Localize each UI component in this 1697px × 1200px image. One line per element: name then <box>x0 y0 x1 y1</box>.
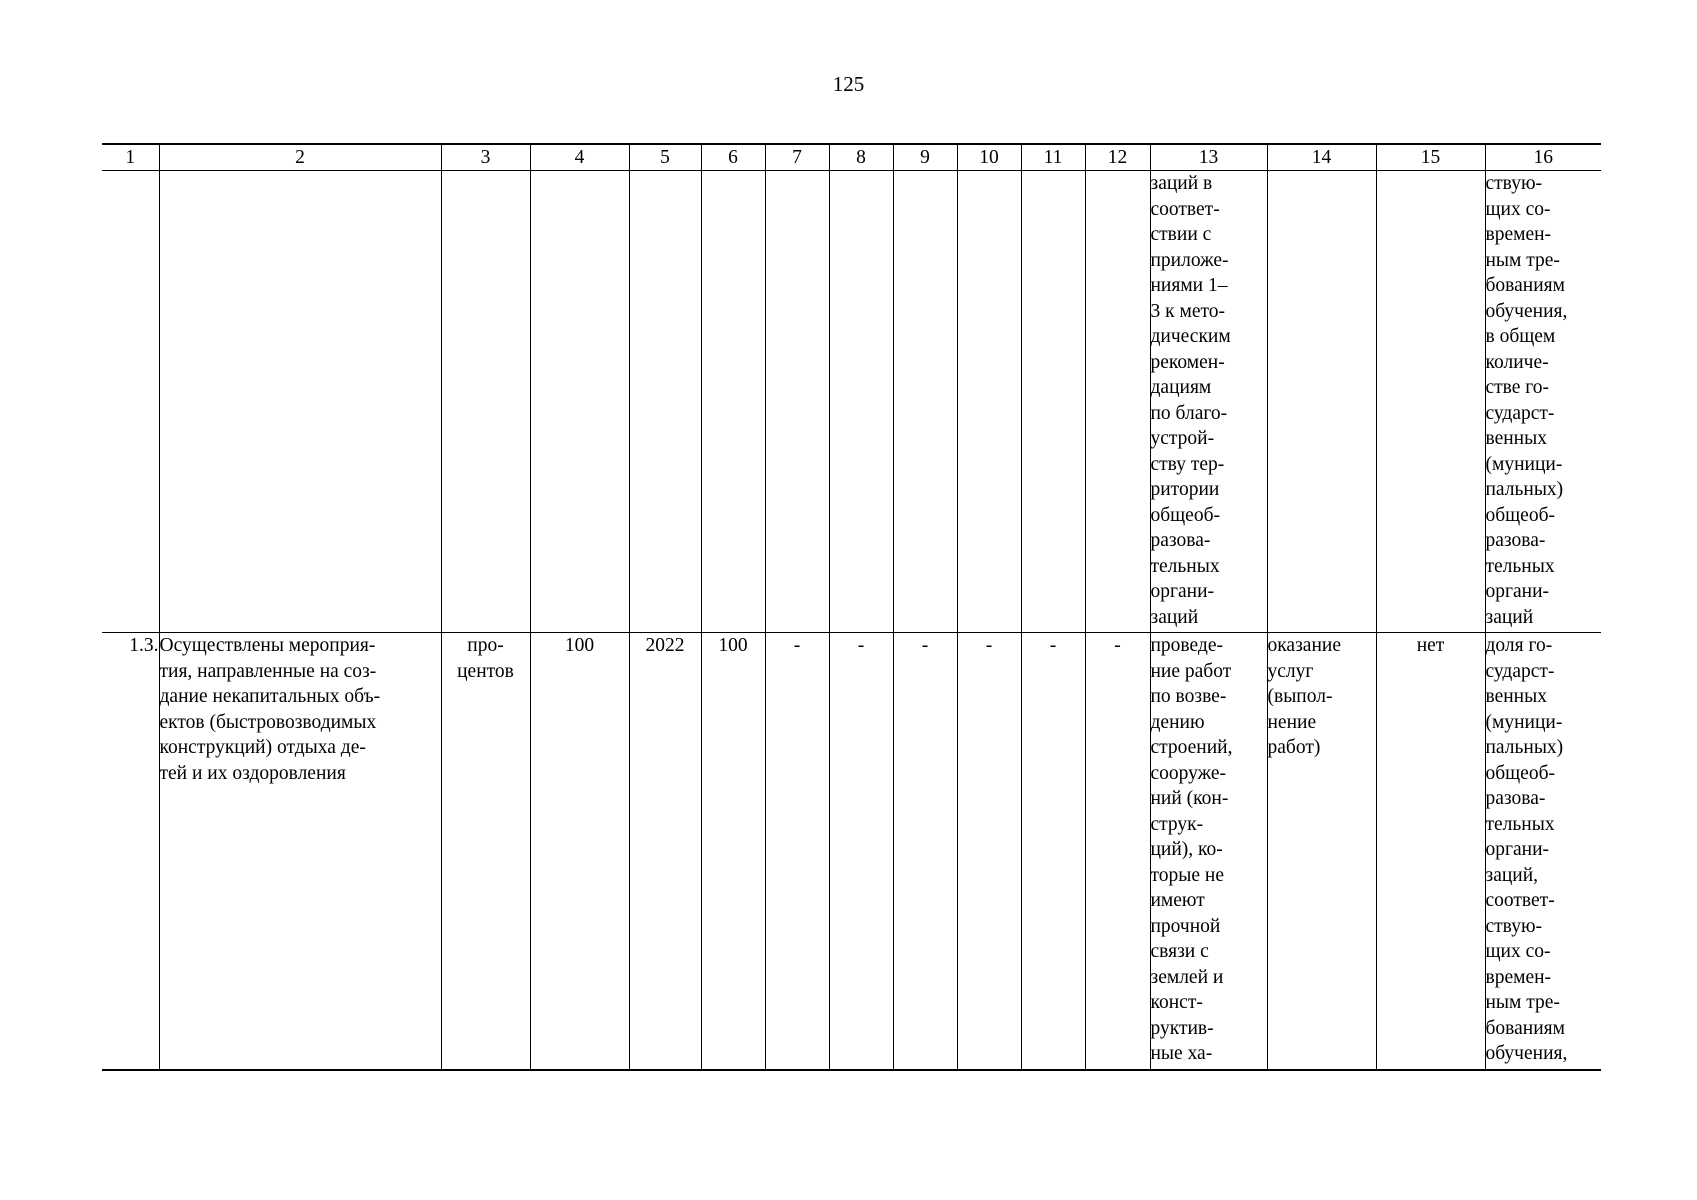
header-cell: 16 <box>1485 144 1601 171</box>
table-cell-col13: проведе- ние работ по возве- дению строений, сооруже- ний (кон- струк- ций), ко- торые не имеют прочной связи с землей и конст- руктив- ные ха- <box>1150 633 1267 1071</box>
header-cell: 12 <box>1085 144 1150 171</box>
header-cell: 13 <box>1150 144 1267 171</box>
header-cell: 6 <box>701 144 765 171</box>
measure-description: Осуществлены мероприя- тия, направленные на соз- дание некапитальных объ- ектов (быстровозводимых конструкций) отдыха де- тей и их оздоровления <box>159 633 441 1071</box>
dash-cell: - <box>1085 633 1150 1071</box>
header-cell: 11 <box>1021 144 1085 171</box>
table-cell-col16: ствую- щих со- времен- ным тре- бованиям обучения, в общем количе- стве го- сударст- венных (муници- пальных) общеоб- разова- тельных органи- заций <box>1485 171 1601 633</box>
dash-cell: - <box>957 633 1021 1071</box>
data-table <box>102 143 1601 1071</box>
table-cell <box>1376 171 1485 633</box>
header-cell: 9 <box>893 144 957 171</box>
header-cell: 1 <box>102 144 159 171</box>
header-cell: 2 <box>159 144 441 171</box>
header-cell: 8 <box>829 144 893 171</box>
table-cell-col14: оказание услуг (выпол- нение работ) <box>1267 633 1376 1071</box>
header-cell: 4 <box>530 144 629 171</box>
value-cell: 100 <box>530 633 629 1071</box>
table-cell <box>701 171 765 633</box>
table-row-1-3 <box>102 633 1601 1071</box>
table-cell <box>102 171 159 633</box>
unit-cell: про- центов <box>441 633 530 1071</box>
year-cell: 2022 <box>629 633 701 1071</box>
table-cell <box>1267 171 1376 633</box>
header-cell: 10 <box>957 144 1021 171</box>
table-cell <box>957 171 1021 633</box>
table-cell <box>1085 171 1150 633</box>
table-cell <box>629 171 701 633</box>
dash-cell: - <box>1021 633 1085 1071</box>
row-index: 1.3. <box>102 633 159 1071</box>
table-row-continuation <box>102 171 1601 633</box>
header-row <box>102 144 1601 171</box>
table-cell <box>159 171 441 633</box>
dash-cell: - <box>829 633 893 1071</box>
dash-cell: - <box>765 633 829 1071</box>
table-cell <box>530 171 629 633</box>
header-cell: 14 <box>1267 144 1376 171</box>
table-cell <box>441 171 530 633</box>
header-cell: 7 <box>765 144 829 171</box>
table-cell-col16: доля го- сударст- венных (муници- пальных) общеоб- разова- тельных органи- заций, соответ- ствую- щих со- времен- ным тре- бованиям обучения, <box>1485 633 1601 1071</box>
table-cell <box>765 171 829 633</box>
table-cell <box>1021 171 1085 633</box>
header-cell: 5 <box>629 144 701 171</box>
table-cell-col15: нет <box>1376 633 1485 1071</box>
table-cell <box>893 171 957 633</box>
page-number: 125 <box>832 72 865 96</box>
header-cell: 3 <box>441 144 530 171</box>
dash-cell: - <box>893 633 957 1071</box>
value-cell: 100 <box>701 633 765 1071</box>
table-cell-col13: заций в соответ- ствии с приложе- ниями 1– 3 к мето- дическим рекомен- дациям по благо- устрой- ству тер- ритории общеоб- разова- тельных органи- заций <box>1150 171 1267 633</box>
header-cell: 15 <box>1376 144 1485 171</box>
table-cell <box>829 171 893 633</box>
